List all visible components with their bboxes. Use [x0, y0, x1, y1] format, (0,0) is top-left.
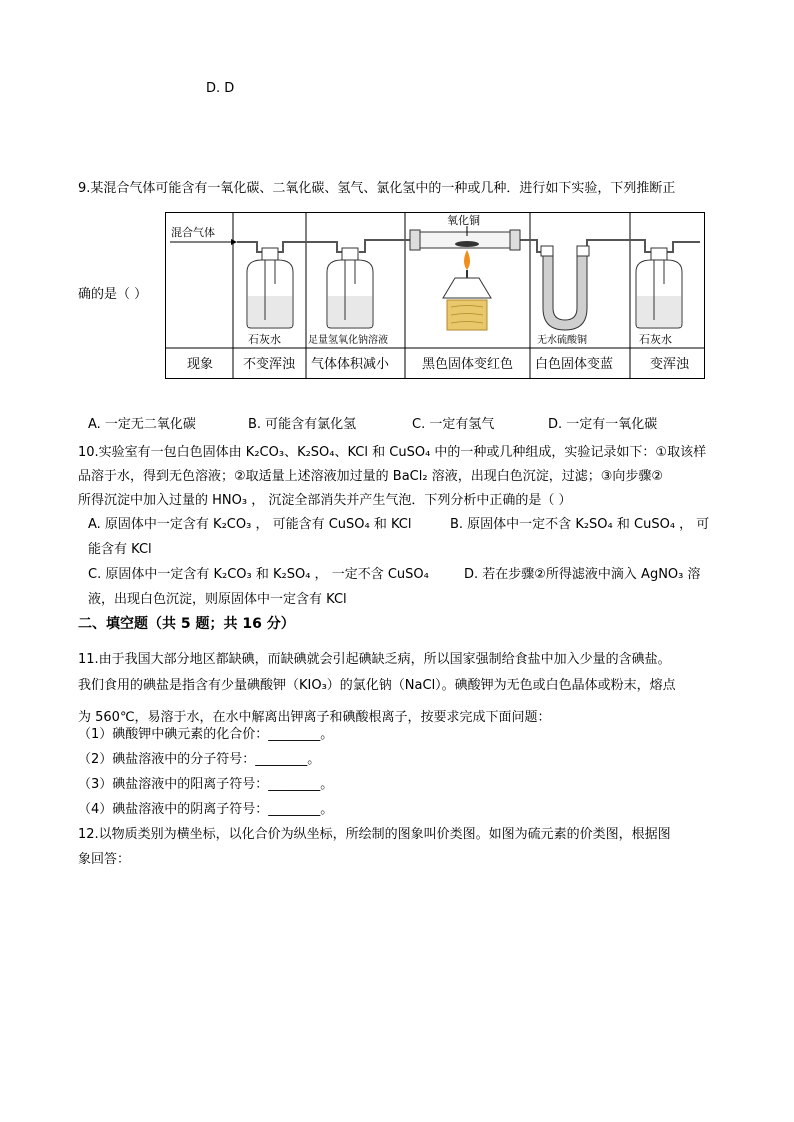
copper-oxide-tube: [410, 226, 520, 250]
phenomenon-4: 白色固体变蓝: [535, 357, 614, 372]
q10-option-b[interactable]: B. 原固体中一定不含 K₂SO₄ 和 CuSO₄ ， 可: [450, 517, 710, 532]
q11-line1: 11.由于我国大部分地区都缺碘，而缺碘就会引起碘缺乏病，所以国家强制给食盐中加入少量的含碘盐。: [78, 652, 671, 667]
q11-item-4[interactable]: （4）碘盐溶液中的阴离子符号：________。: [78, 802, 334, 817]
q9-apparatus-figure: [165, 212, 705, 379]
device-label-5: 石灰水: [639, 333, 672, 346]
alcohol-lamp: [443, 250, 491, 330]
section-heading: 二、填空题（共 5 题；共 16 分）: [78, 616, 295, 632]
phenomenon-2: 气体体积减小: [311, 357, 390, 372]
q10-option-d[interactable]: D. 若在步骤②所得滤液中滴入 AgNO₃ 溶: [464, 567, 701, 582]
q10-option-d-cont: 液，出现白色沉淀，则原固体中一定含有 KCl: [88, 592, 347, 607]
q12-line2: 象回答：: [78, 852, 131, 867]
naoh-bottle: [327, 248, 373, 328]
anhydrous-cuso4-u-tube: [541, 246, 589, 330]
device-label-1: 石灰水: [248, 333, 281, 346]
phenomenon-header: 现象: [187, 357, 214, 372]
q10-line1: 10.实验室有一包白色固体由 K₂CO₃、K₂SO₄、KCl 和 CuSO₄ 中的一种或几种组成，实验记录如下：①取该样: [78, 445, 707, 460]
mixed-gas-label: 混合气体: [171, 226, 215, 239]
device-label-2: 足量氢氧化钠溶液: [308, 335, 388, 346]
q9-option-c[interactable]: C. 一定有氢气: [412, 417, 495, 432]
q10-line2: 品溶于水，得到无色溶液；②取适量上述溶液加过量的 BaCl₂ 溶液，出现白色沉淀，过滤；③向步骤②: [78, 469, 664, 484]
q9-option-d[interactable]: D. 一定有一氧化碳: [548, 417, 658, 432]
q8-option-d: D. D: [206, 81, 235, 96]
limewater-bottle-1: [247, 248, 293, 328]
q11-item-3[interactable]: （3）碘盐溶液中的阳离子符号：________。: [78, 777, 334, 792]
q12-line1: 12.以物质类别为横坐标，以化合价为纵坐标，所绘制的图象叫价类图。如图为硫元素的价类图，根据图: [78, 827, 671, 842]
q10-option-b-cont: 能含有 KCl: [88, 542, 152, 557]
phenomenon-1: 不变浑浊: [243, 357, 296, 372]
device-label-4: 无水硫酸铜: [537, 335, 587, 346]
q11-line2: 我们食用的碘盐是指含有少量碘酸钾（KIO₃）的氯化钠（NaCl）。碘酸钾为无色或白色晶体或粉末，熔点: [78, 678, 676, 693]
limewater-bottle-2: [636, 248, 682, 328]
q9-stem-line1: 9.某混合气体可能含有一氧化碳、二氧化碳、氢气、氯化氢中的一种或几种．进行如下实验，下列推断正: [78, 181, 676, 196]
q9-option-b[interactable]: B. 可能含有氯化氢: [248, 417, 357, 432]
q10-line3: 所得沉淀中加入过量的 HNO₃ ， 沉淀全部消失并产生气泡．下列分析中正确的是（ ）: [78, 493, 572, 508]
q10-option-c[interactable]: C. 原固体中一定含有 K₂CO₃ 和 K₂SO₄ ， 一定不含 CuSO₄: [88, 567, 429, 582]
copper-oxide-label: 氧化铜: [447, 214, 480, 227]
phenomenon-5: 变浑浊: [650, 357, 690, 372]
q11-item-1[interactable]: （1）碘酸钾中碘元素的化合价：________。: [78, 727, 334, 742]
q11-line3: 为 560℃，易溶于水，在水中解离出钾离子和碘酸根离子，按要求完成下面问题：: [78, 710, 551, 725]
q9-option-a[interactable]: A. 一定无二氧化碳: [88, 417, 196, 432]
q9-stem-line2: 确的是（ ）: [78, 287, 148, 302]
phenomenon-3: 黑色固体变红色: [422, 357, 514, 372]
q10-option-a[interactable]: A. 原固体中一定含有 K₂CO₃ ， 可能含有 CuSO₄ 和 KCl: [88, 517, 412, 532]
q11-item-2[interactable]: （2）碘盐溶液中的分子符号：________。: [78, 752, 321, 767]
